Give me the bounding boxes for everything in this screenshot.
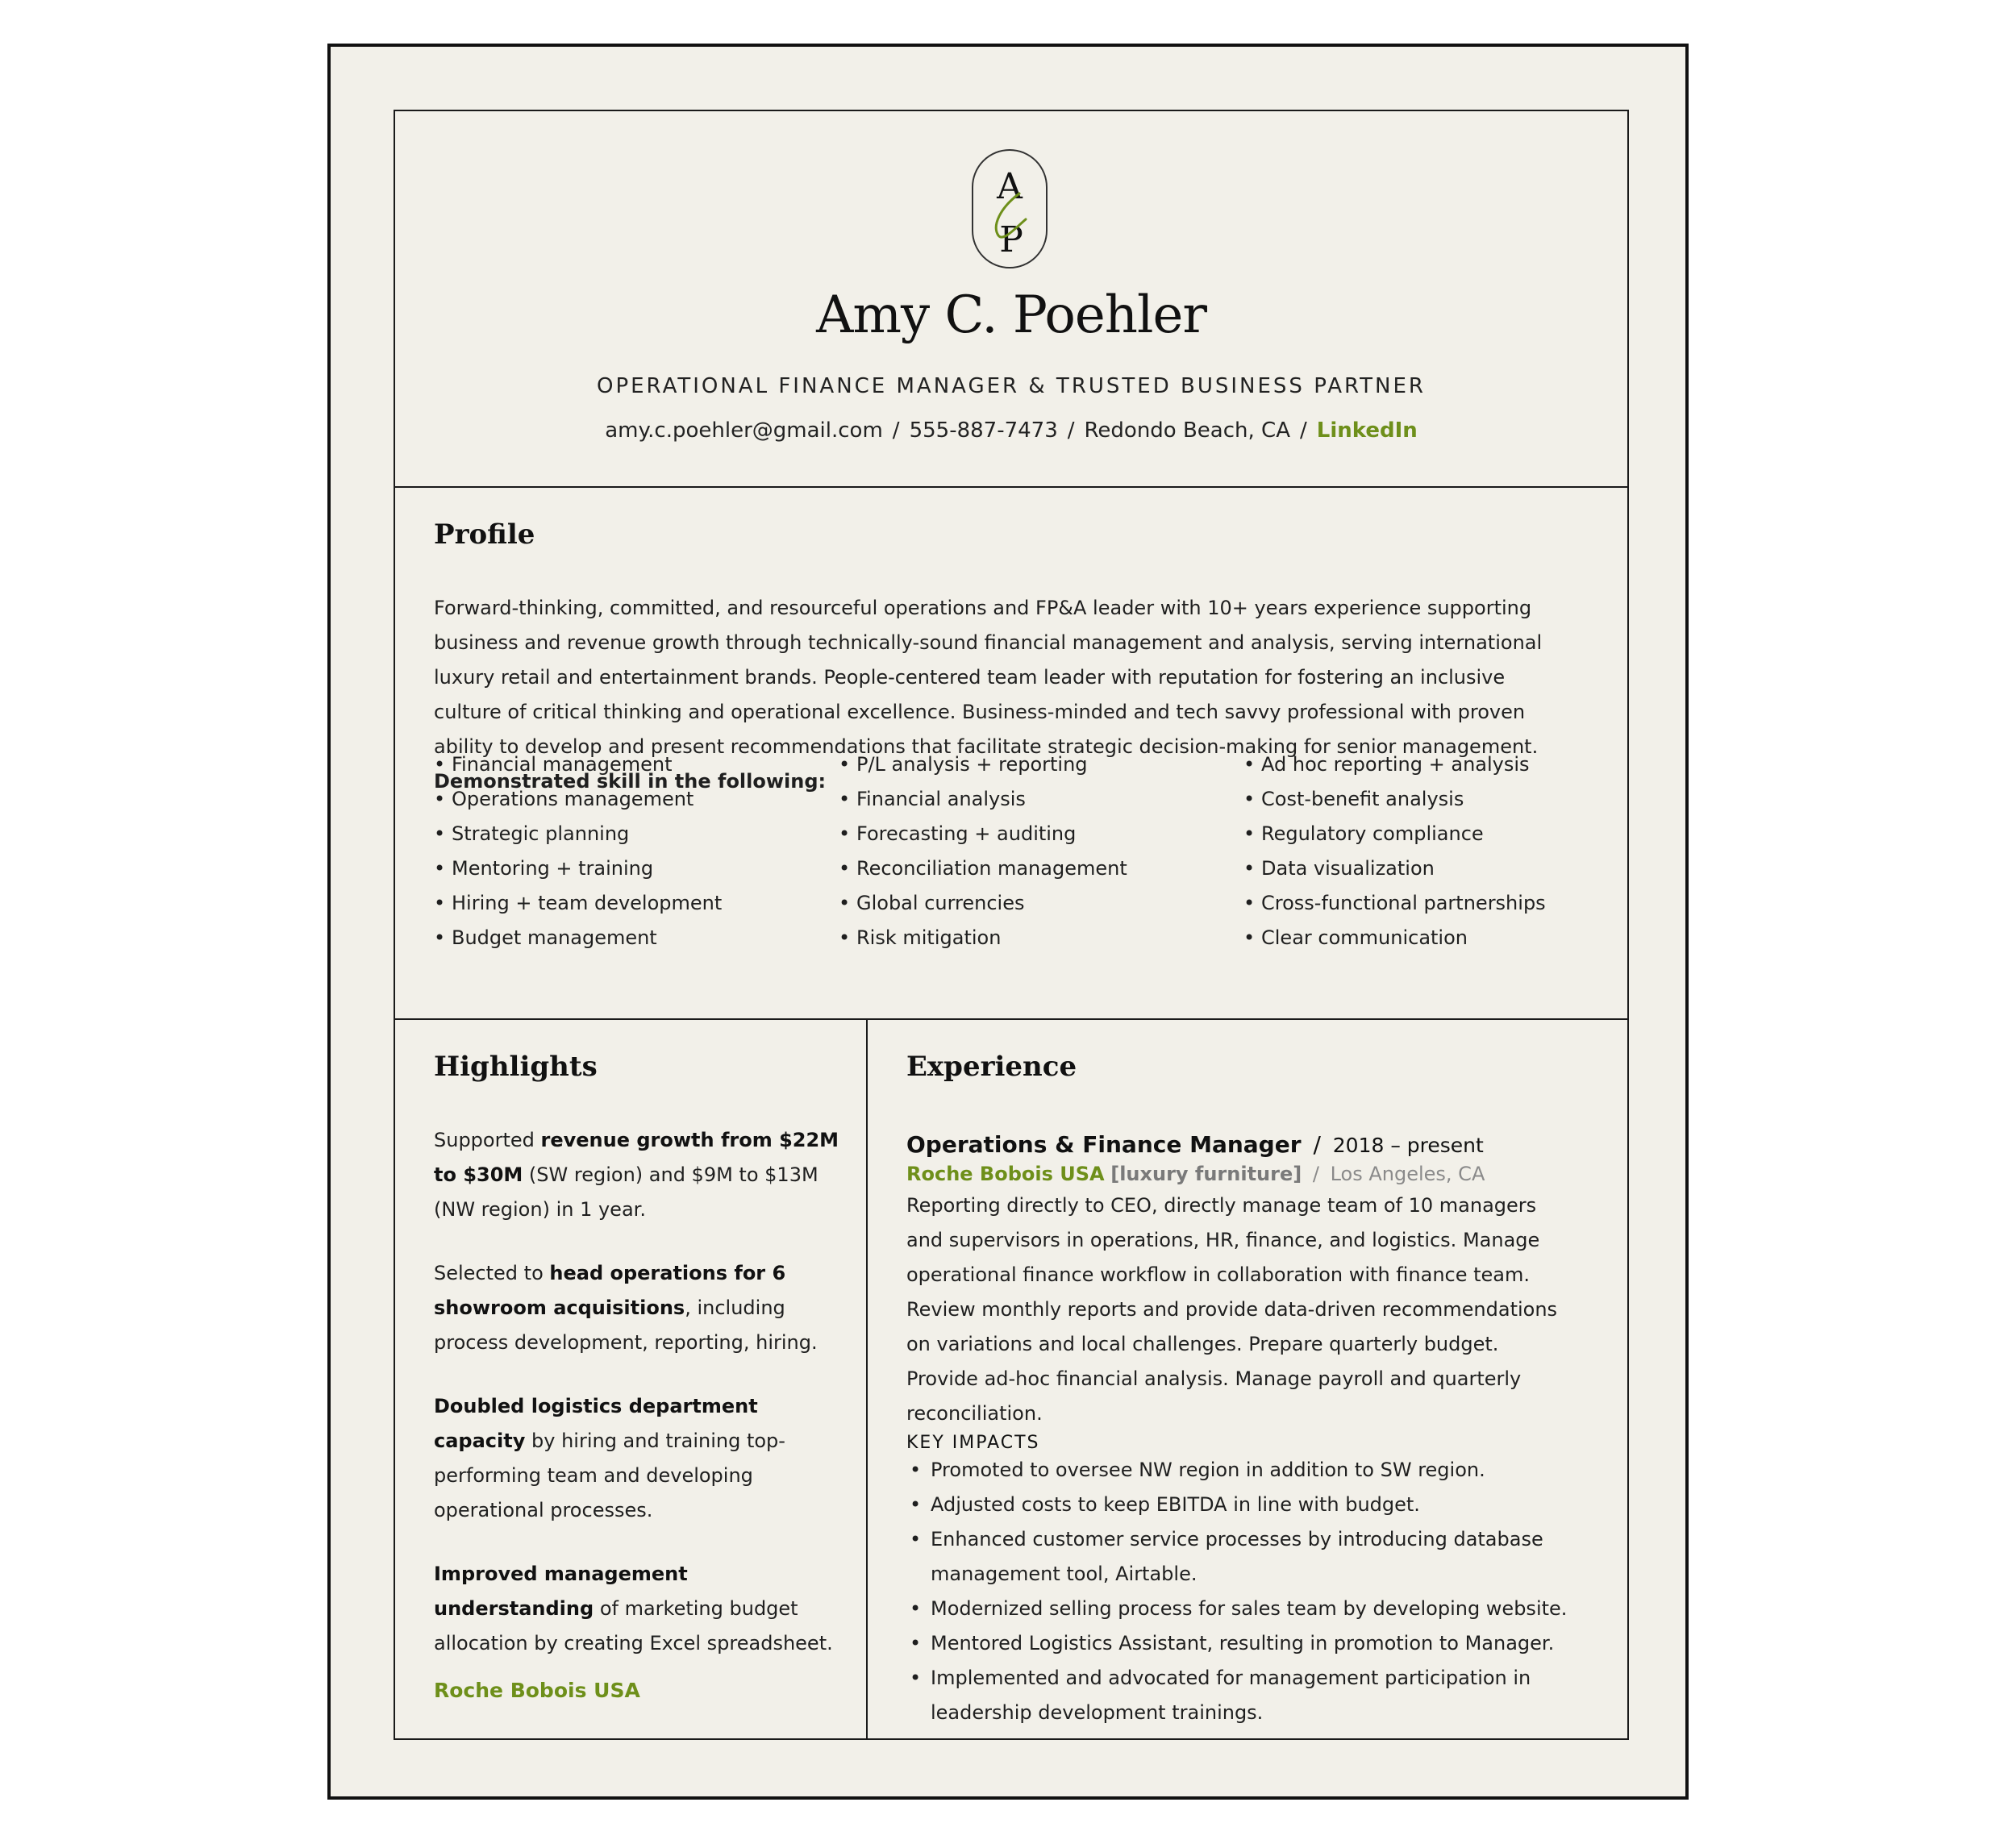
contact-separator: / (1067, 418, 1075, 443)
profile-text: Forward-thinking, committed, and resourceful operations and FP&A leader with 10+ years experience supporting business and revenue growth through technically-sound financial management and analysis, serving international luxury retail and entertainment brands. People-centered team leader with reputation for fostering an inclusive culture of critical thinking and operational excellence. Business-minded and tech savvy professional with proven ability to develop and present recommendations that facilitate strategic decision-making for senior management. (434, 597, 1543, 758)
highlight-emphasis: head operations for 6 showroom acquisitions (434, 1262, 786, 1319)
impact-item: • Mentored Logistics Assistant, resulting in promotion to Manager. (906, 1626, 1568, 1661)
profile-section (395, 486, 1627, 1020)
skill-item: • Budget management (434, 921, 821, 955)
contact-line (395, 418, 1627, 443)
impact-item: • Modernized selling process for sales team by developing website. (906, 1592, 1568, 1626)
skill-item: • Ad hoc reporting + analysis (1243, 747, 1631, 782)
highlights-heading: Highlights (434, 1051, 598, 1083)
resume-sheet (327, 44, 1689, 1800)
skill-item: • Regulatory compliance (1243, 817, 1631, 851)
skills-column-1 (434, 747, 821, 955)
highlight-item (434, 1123, 845, 1227)
job-description: Reporting directly to CEO, directly manage team of 10 managers and supervisors in operations, HR, finance, and logistics. Manage operational finance workflow in collaboration with finance team. Review monthly reports and provide data-driven recommendations on variations and local challenges. Prepare quarterly budget. Provide ad-hoc financial analysis. Manage payroll and quarterly reconciliation. (906, 1194, 1558, 1425)
skill-item: • Reconciliation management (839, 851, 1226, 886)
skill-item: • Strategic planning (434, 817, 821, 851)
monogram-logo (971, 148, 1048, 269)
skill-item: • Clear communication (1243, 921, 1631, 955)
skills-column-2 (839, 747, 1226, 955)
resume-header (395, 111, 1627, 488)
experience-heading: Experience (906, 1051, 1077, 1083)
profile-heading: Profile (434, 518, 535, 551)
highlights-section (395, 1018, 868, 1738)
highlights-list (434, 1123, 845, 1702)
skill-item: • Data visualization (1243, 851, 1631, 886)
skill-item: • Mentoring + training (434, 851, 821, 886)
contact-location: Redondo Beach, CA (1084, 418, 1290, 443)
candidate-subtitle: OPERATIONAL FINANCE MANAGER & TRUSTED BUSINESS PARTNER (596, 374, 1426, 398)
skill-item: • P/L analysis + reporting (839, 747, 1226, 782)
resume-frame (394, 110, 1629, 1740)
highlight-item (434, 1256, 845, 1360)
candidate-name: Amy C. Poehler (816, 285, 1206, 345)
job-company-line (906, 1163, 1568, 1185)
key-impacts-heading: KEY IMPACTS (906, 1433, 1040, 1453)
job-title: Operations & Finance Manager (906, 1131, 1302, 1158)
highlight-text: , including process development, reporting, hiring. (434, 1297, 818, 1354)
skill-item: • Financial analysis (839, 782, 1226, 817)
highlight-text: Supported (434, 1129, 541, 1151)
impact-item: • Adjusted costs to keep EBITDA in line with budget. (906, 1488, 1568, 1522)
highlight-text: of marketing budget allocation by creating Excel spreadsheet. (434, 1597, 833, 1654)
impact-item: • Promoted to oversee NW region in addition to SW region. (906, 1453, 1568, 1488)
job-separator: / (1312, 1163, 1319, 1185)
highlight-emphasis: Doubled logistics department capacity (434, 1395, 758, 1452)
monogram-letter-a: A (997, 166, 1023, 207)
impact-item: • Implemented and advocated for management participation in leadership development trainings. (906, 1661, 1568, 1730)
highlight-emphasis: Improved management understanding (434, 1563, 688, 1620)
contact-separator: / (892, 418, 900, 443)
highlight-item (434, 1557, 845, 1661)
job-location: Los Angeles, CA (1330, 1163, 1485, 1185)
highlight-text: by hiring and training top-performing team and developing operational processes. (434, 1430, 785, 1521)
experience-section (868, 1018, 1627, 1738)
contact-separator: / (1299, 418, 1307, 443)
contact-phone: 555-887-7473 (909, 418, 1058, 443)
highlight-text: (SW region) and $9M to $13M (NW region) in 1 year. (434, 1163, 818, 1221)
job-entry (906, 1131, 1568, 1730)
skill-item: • Cost-benefit analysis (1243, 782, 1631, 817)
linkedin-link[interactable]: LinkedIn (1316, 418, 1418, 443)
skills-column-3 (1243, 747, 1631, 955)
skill-item: • Cross-functional partnerships (1243, 886, 1631, 921)
key-impacts-list (906, 1453, 1568, 1730)
highlight-text: Selected to (434, 1262, 550, 1284)
job-years: 2018 – present (1332, 1134, 1484, 1157)
skills-lead: Demonstrated skill in the following: (434, 770, 827, 793)
highlights-company: Roche Bobois USA (434, 1679, 640, 1702)
skill-item: • Forecasting + auditing (839, 817, 1226, 851)
job-company: Roche Bobois USA (906, 1163, 1105, 1185)
skill-item: • Financial management (434, 747, 821, 782)
job-separator: / (1313, 1131, 1321, 1158)
contact-email[interactable]: amy.c.poehler@gmail.com (605, 418, 883, 443)
highlight-item (434, 1389, 845, 1528)
monogram-letter-p: P (999, 219, 1023, 260)
impact-item: • Enhanced customer service processes by introducing database management tool, Airtable. (906, 1522, 1568, 1592)
skill-item: • Operations management (434, 782, 821, 817)
highlight-emphasis: revenue growth from $22M to $30M (434, 1129, 839, 1186)
job-industry: [luxury furniture] (1110, 1163, 1302, 1185)
skill-item: • Hiring + team development (434, 886, 821, 921)
skill-item: • Risk mitigation (839, 921, 1226, 955)
job-title-line (906, 1131, 1568, 1158)
skill-item: • Global currencies (839, 886, 1226, 921)
